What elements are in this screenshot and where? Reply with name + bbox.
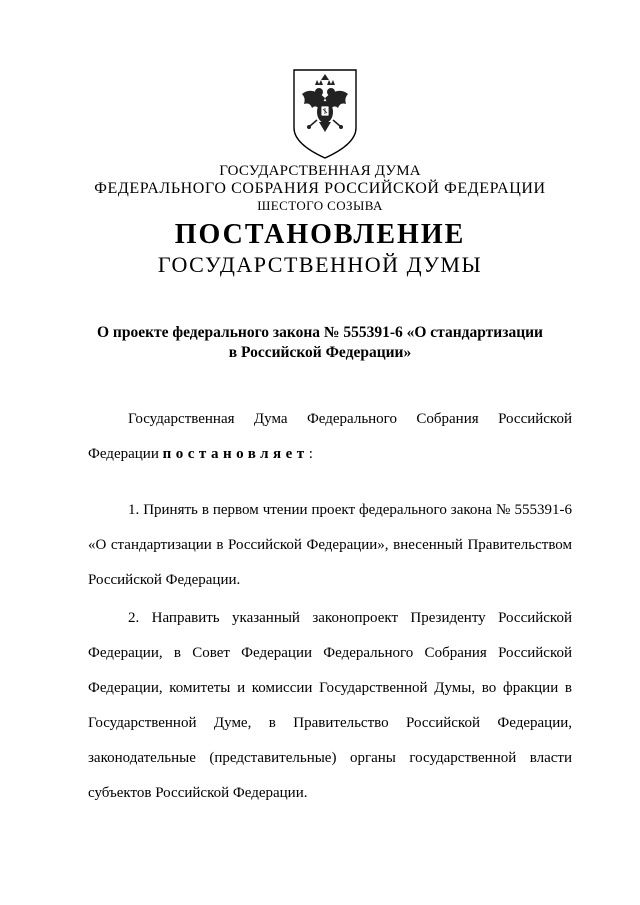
item-1-line-1: 1. Принять в первом чтении проект федерального закона № 555391-6 — [128, 502, 572, 518]
header-line-duma: ГОСУДАРСТВЕННАЯ ДУМА — [219, 163, 421, 179]
document-issuer: ГОСУДАРСТВЕННОЙ ДУМЫ — [157, 252, 483, 277]
intro-line-2-prefix: Федерации — [88, 446, 163, 462]
decree-colon: : — [308, 446, 313, 462]
intro-line-1: Государственная Дума Федерального Собрания Российской — [128, 411, 572, 427]
document-subject — [0, 323, 640, 363]
document-type-title: ПОСТАНОВЛЕНИЕ — [174, 219, 466, 250]
item-2-line-6: субъектов Российской Федерации. — [88, 785, 308, 801]
item-2-paragraph — [88, 601, 572, 811]
item-2-line-2: Федерации, в Совет Федерации Федерального Собрания Российской — [88, 645, 572, 661]
header-line-assembly: ФЕДЕРАЛЬНОГО СОБРАНИЯ РОССИЙСКОЙ ФЕДЕРАЦИИ — [94, 180, 546, 197]
decree-word: постановляет — [162, 446, 309, 462]
coat-of-arms-icon — [290, 68, 360, 160]
item-1-line-3: Российской Федерации. — [88, 572, 241, 588]
subject-line-1: О проекте федерального закона № 555391-6 «О стандартизации — [96, 324, 543, 341]
item-1-line-2: «О стандартизации в Российской Федерации», внесенный Правительством — [88, 537, 572, 553]
item-2-line-1: 2. Направить указанный законопроект Президенту Российской — [128, 610, 572, 626]
header-line-convocation: ШЕСТОГО СОЗЫВА — [257, 198, 383, 213]
item-2-line-5: законодательные (представительные) органы государственной власти — [88, 750, 572, 766]
intro-paragraph — [88, 402, 572, 472]
item-2-line-4: Государственной Думе, в Правительство Российской Федерации, — [88, 715, 572, 731]
issuing-body-header — [0, 163, 640, 214]
item-2-line-3: Федерации, комитеты и комиссии Государственной Думы, во фракции в — [88, 680, 572, 696]
intro-line-2 — [88, 437, 572, 472]
item-1-paragraph — [88, 493, 572, 598]
subject-line-2: в Российской Федерации» — [228, 344, 412, 361]
